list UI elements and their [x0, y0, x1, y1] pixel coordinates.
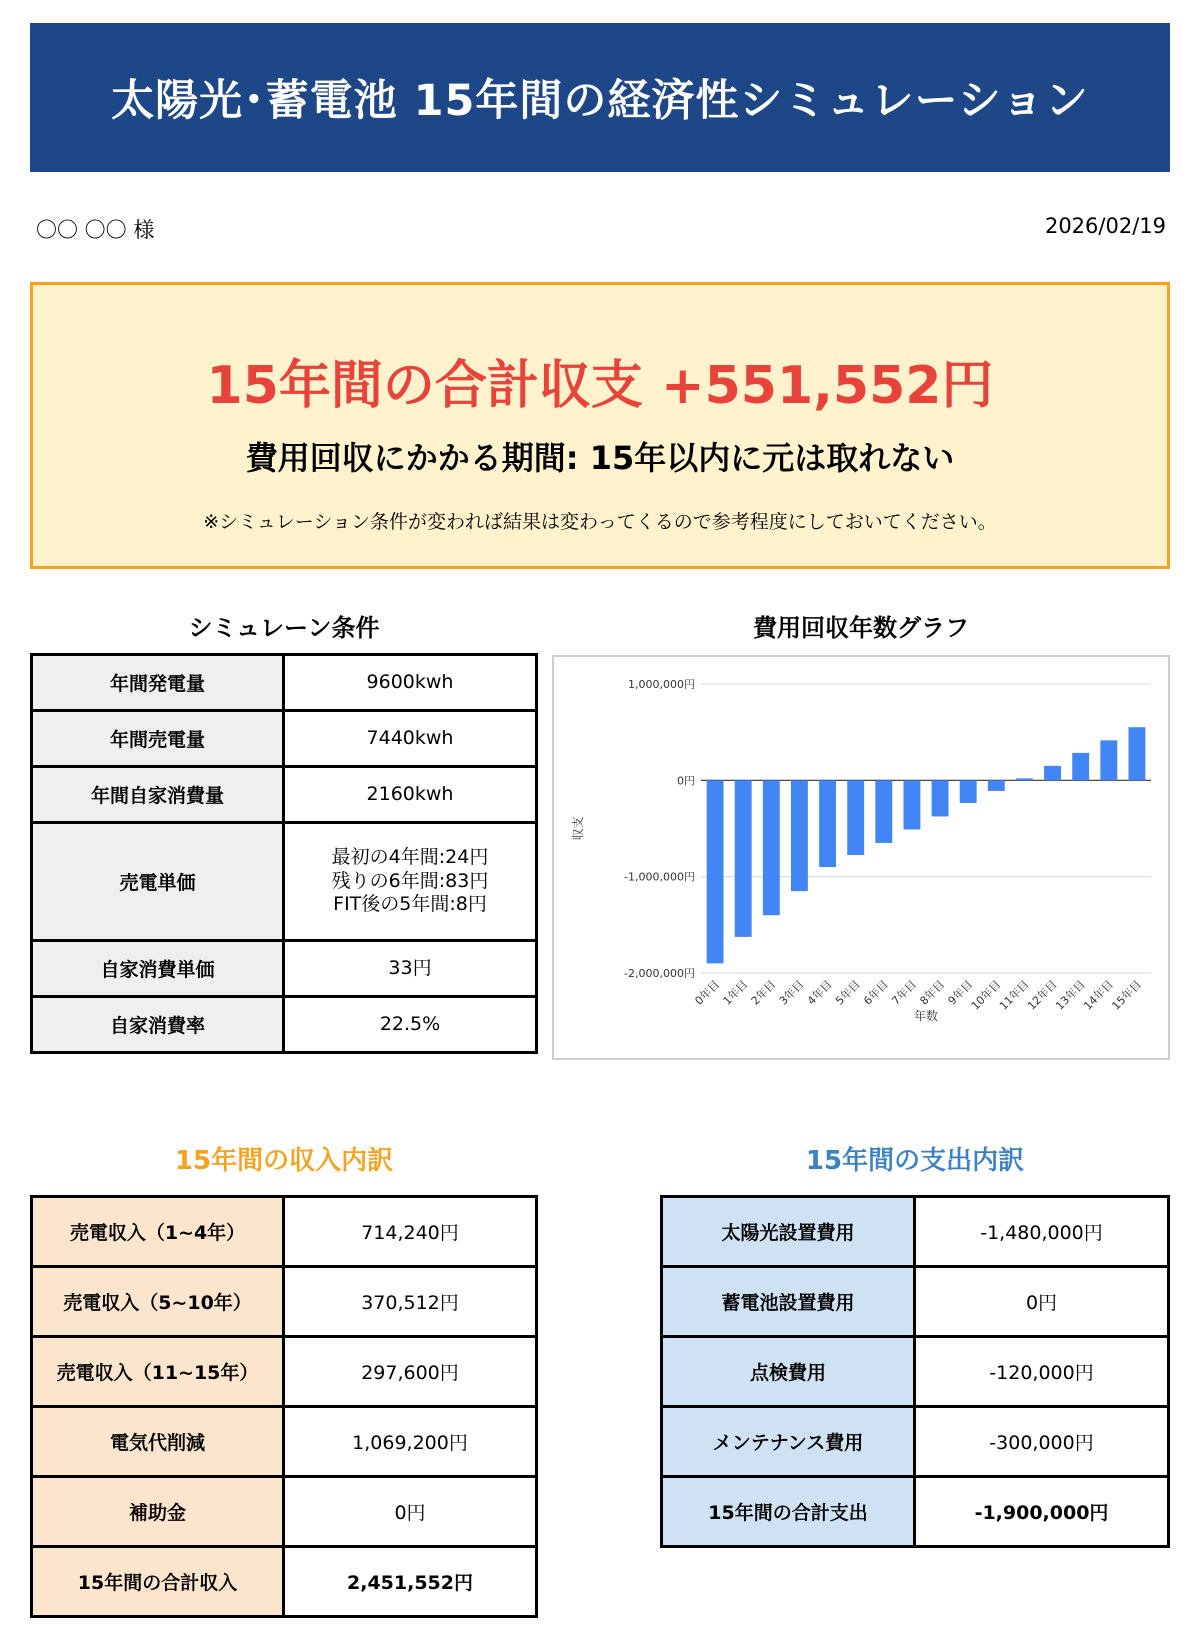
chart-bar — [1072, 753, 1089, 780]
chart-svg — [554, 657, 1168, 1058]
document-date: 2026/02/19 — [1044, 214, 1166, 238]
table-row — [662, 1407, 1169, 1477]
conditions-table — [30, 653, 538, 1054]
table-row — [662, 1267, 1169, 1337]
x-tick-label: 6年目 — [861, 977, 891, 1008]
x-tick-label: 0年目 — [692, 977, 723, 1008]
expense-table — [660, 1195, 1170, 1548]
x-axis-label: 年数 — [913, 1009, 939, 1023]
expense-label: 太陽光設置費用 — [662, 1197, 915, 1267]
table-row — [662, 1337, 1169, 1407]
condition-label: 年間売電量 — [32, 711, 284, 767]
income-total-value: 2,451,552円 — [284, 1547, 537, 1617]
condition-label: 自家消費単価 — [32, 941, 284, 997]
expense-label: メンテナンス費用 — [662, 1407, 915, 1477]
table-row — [32, 823, 537, 941]
x-tick-label: 11年目 — [996, 977, 1032, 1013]
income-total-row — [32, 1547, 537, 1617]
price-line: 最初の4年間:24円 — [331, 845, 489, 868]
expense-total-label: 15年間の合計支出 — [662, 1477, 915, 1547]
condition-value: 9600kwh — [284, 655, 537, 711]
expense-total-value: -1,900,000円 — [915, 1477, 1169, 1547]
income-value: 1,069,200円 — [284, 1407, 537, 1477]
page-title: 太陽光･蓄電池 15年間の経済性シミュレーション — [111, 76, 1089, 126]
income-value: 0円 — [284, 1477, 537, 1547]
table-row — [32, 941, 537, 997]
income-label: 売電収入（11~15年） — [32, 1337, 284, 1407]
condition-value: 2160kwh — [284, 767, 537, 823]
chart-bar — [1129, 727, 1146, 780]
table-row — [32, 997, 537, 1053]
table-row — [662, 1197, 1169, 1267]
x-tick-label: 14年目 — [1081, 977, 1116, 1013]
chart-bar — [875, 780, 892, 843]
chart-bar — [1044, 766, 1061, 780]
x-tick-label: 13年目 — [1053, 977, 1088, 1013]
chart-title: 費用回収年数グラフ — [753, 614, 969, 642]
income-value: 297,600円 — [284, 1337, 537, 1407]
chart-bar — [791, 780, 808, 891]
condition-value — [284, 823, 537, 941]
conditions-title: シミュレーン条件 — [188, 614, 380, 642]
x-tick-label: 15年目 — [1109, 977, 1145, 1013]
condition-label: 自家消費率 — [32, 997, 284, 1053]
expense-label: 点検費用 — [662, 1337, 915, 1407]
total-balance: 15年間の合計収支 +551,552円 — [206, 356, 994, 416]
x-tick-label: 10年目 — [968, 977, 1004, 1013]
payback-period: 費用回収にかかる期間: 15年以内に元は取れない — [245, 439, 955, 477]
income-label: 補助金 — [32, 1477, 284, 1547]
chart-bar — [1100, 740, 1117, 780]
payback-chart — [552, 655, 1170, 1060]
y-tick-label: -2,000,000円 — [624, 967, 695, 980]
income-value: 370,512円 — [284, 1267, 537, 1337]
chart-bar — [763, 780, 780, 915]
table-row — [32, 767, 537, 823]
income-title: 15年間の収入内訳 — [174, 1146, 394, 1176]
y-tick-label: 1,000,000円 — [628, 678, 695, 691]
chart-bar — [988, 780, 1005, 791]
expense-total-row — [662, 1477, 1169, 1547]
expense-value: 0円 — [915, 1267, 1169, 1337]
condition-value: 22.5% — [284, 997, 537, 1053]
income-label: 売電収入（5~10年） — [32, 1267, 284, 1337]
disclaimer-note: ※シミュレーション条件が変われば結果は変わってくるので参考程度にしておいてください。 — [203, 511, 997, 533]
x-tick-label: 5年目 — [833, 977, 863, 1008]
chart-bar — [847, 780, 864, 855]
table-row — [32, 655, 537, 711]
table-row — [32, 1337, 537, 1407]
income-table — [30, 1195, 538, 1618]
condition-value: 33円 — [284, 941, 537, 997]
chart-bar — [904, 780, 921, 829]
chart-bar — [819, 780, 836, 867]
x-tick-label: 7年目 — [889, 977, 920, 1008]
x-tick-label: 2年目 — [748, 977, 779, 1008]
x-tick-label: 9年目 — [945, 977, 976, 1008]
y-axis-label: 収支 — [571, 816, 585, 841]
income-label: 電気代削減 — [32, 1407, 284, 1477]
condition-label: 年間発電量 — [32, 655, 284, 711]
condition-value: 7440kwh — [284, 711, 537, 767]
chart-bar — [735, 780, 752, 937]
expense-value: -120,000円 — [915, 1337, 1169, 1407]
chart-bar — [960, 780, 977, 803]
condition-label: 年間自家消費量 — [32, 767, 284, 823]
income-total-label: 15年間の合計収入 — [32, 1547, 284, 1617]
condition-label: 売電単価 — [32, 823, 284, 941]
y-tick-label: -1,000,000円 — [624, 870, 695, 884]
income-label: 売電収入（1~4年） — [32, 1197, 284, 1267]
y-tick-label: 0円 — [677, 774, 695, 788]
x-tick-label: 1年目 — [720, 977, 751, 1008]
table-row — [32, 1477, 537, 1547]
expense-label: 蓄電池設置費用 — [662, 1267, 915, 1337]
x-tick-label: 8年目 — [917, 977, 948, 1008]
income-value: 714,240円 — [284, 1197, 537, 1267]
page-header — [30, 23, 1170, 172]
table-row — [32, 711, 537, 767]
customer-name: 〇〇 〇〇 様 — [36, 218, 155, 242]
chart-bar — [707, 780, 724, 963]
price-line: FIT後の5年間:8円 — [333, 893, 487, 916]
table-row — [32, 1267, 537, 1337]
x-tick-label: 12年目 — [1025, 977, 1060, 1013]
chart-bar — [1016, 778, 1033, 780]
chart-bar — [932, 780, 949, 816]
expense-title: 15年間の支出内訳 — [805, 1146, 1025, 1176]
x-tick-label: 4年目 — [804, 977, 835, 1008]
expense-value: -1,480,000円 — [915, 1197, 1169, 1267]
price-line: 残りの6年間:83円 — [331, 869, 489, 892]
expense-value: -300,000円 — [915, 1407, 1169, 1477]
summary-box — [30, 282, 1170, 569]
table-row — [32, 1197, 537, 1267]
x-tick-label: 3年目 — [776, 977, 807, 1008]
table-row — [32, 1407, 537, 1477]
